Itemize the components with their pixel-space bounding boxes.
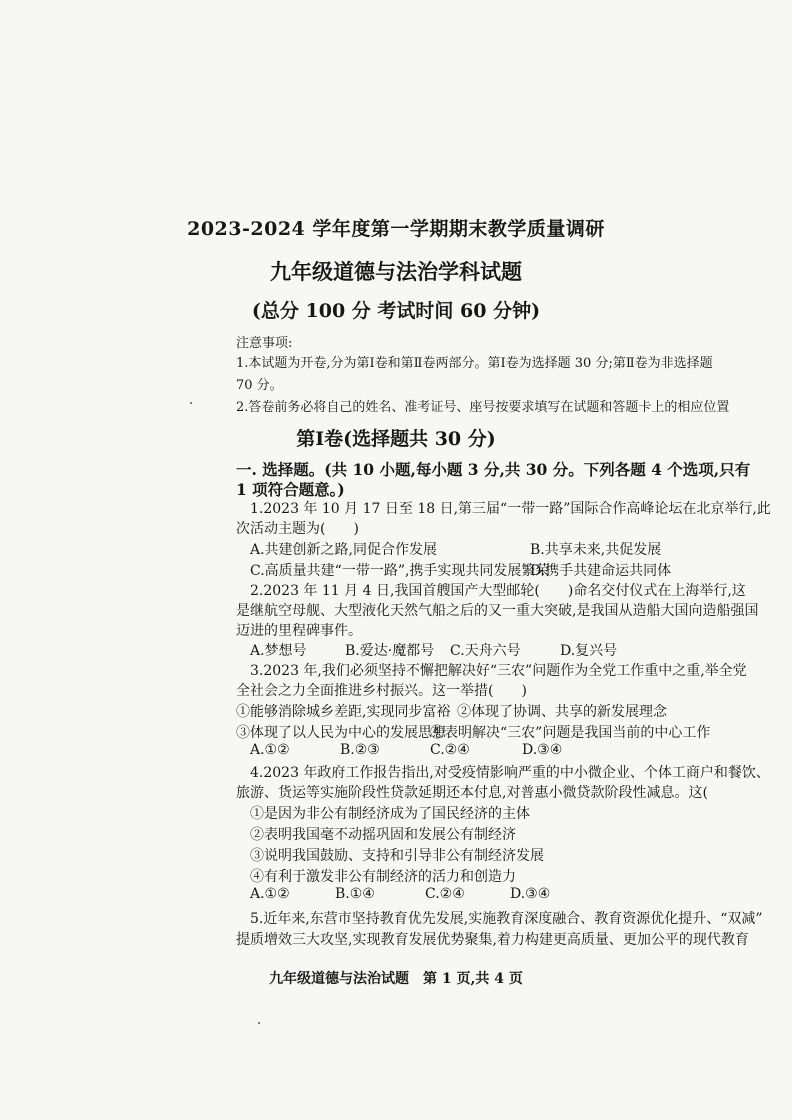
q2-option-c: C.天舟六号: [450, 643, 521, 659]
q2-option-b: B.爱达·魔都号: [345, 643, 435, 659]
section-title: 第Ⅰ卷(选择题共 30 分): [296, 428, 496, 450]
q3-statement-3: ③体现了以人民为中心的发展思想: [236, 725, 446, 741]
q1-option-a: A.共建创新之路,同促合作发展: [250, 542, 438, 558]
q3-option-b: B.②③: [340, 742, 380, 758]
q1-option-c: C.高质量共建“一带一路”,携手实现共同发展繁荣: [250, 563, 550, 579]
section-instruction: 一. 选择题。(共 10 小题,每小题 3 分,共 30 分。下列各题 4 个选项,只有: [236, 460, 751, 479]
notice-item-1-cont: 70 分。: [236, 378, 283, 393]
q3-option-a: A.①②: [250, 742, 290, 758]
q3-option-c: C.②④: [430, 742, 470, 758]
score-time: (总分 100 分 考试时间 60 分钟): [251, 300, 541, 322]
q4-statement-3: ③说明我国鼓励、支持和引导非公有制经济发展: [250, 848, 544, 864]
q2-option-d: D.复兴号: [560, 643, 618, 659]
q3-stem: 3.2023 年,我们必须坚持不懈把解决好“三农”问题作为全党工作重中之重,举全党: [250, 663, 747, 679]
q3-option-d: D.③④: [522, 742, 563, 758]
q4-option-a: A.①②: [250, 886, 290, 902]
notice-item-2: 2.答卷前务必将自己的姓名、准考证号、座号按要求填写在试题和答题卡上的相应位置: [236, 400, 730, 415]
q4-stem: 4.2023 年政府工作报告指出,对受疫情影响严重的中小微企业、个体工商户和餐饮、: [250, 765, 770, 781]
q2-stem: 2.2023 年 11 月 4 日,我国首艘国产大型邮轮( )命名交付仪式在上海举行,这: [250, 583, 746, 599]
exam-title: 2023-2024 学年度第一学期期末教学质量调研: [187, 218, 605, 240]
scan-speck: [190, 402, 192, 404]
q4-option-d: D.③④: [510, 886, 551, 902]
q1-stem-cont: 次活动主题为( ): [236, 521, 359, 537]
notice-item-1: 1.本试题为开卷,分为第Ⅰ卷和第Ⅱ卷两部分。第Ⅰ卷为选择题 30 分;第Ⅱ卷为非选择题: [236, 356, 713, 371]
q4-stem-cont: 旅游、货运等实施阶段性贷款延期还本付息,对普惠小微贷款阶段性减息。这(: [236, 785, 708, 801]
q4-statement-2: ②表明我国毫不动摇巩固和发展公有制经济: [250, 827, 516, 843]
q4-statement-4: ④有利于激发非公有制经济的活力和创造力: [250, 869, 516, 885]
section-instruction-cont: 1 项符合题意。): [236, 480, 345, 499]
q2-stem-cont: 是继航空母舰、大型液化天然气船之后的又一重大突破,是我国从造船大国向造船强国: [236, 603, 759, 619]
q3-statement-1: ①能够消除城乡差距,实现同步富裕: [236, 704, 451, 720]
q4-option-c: C.②④: [425, 886, 465, 902]
page-footer: 九年级道德与法治试题 第 1 页,共 4 页: [269, 971, 523, 987]
q1-stem: 1.2023 年 10 月 17 日至 18 日,第三届“一带一路”国际合作高峰论坛在北京举行,此: [250, 501, 771, 517]
q3-statement-2: ②体现了协调、共享的新发展理念: [457, 704, 667, 720]
q3-statement-4: ④表明解决“三农”问题是我国当前的中心工作: [430, 725, 711, 741]
q4-statement-1: ①是因为非公有制经济成为了国民经济的主体: [250, 806, 530, 822]
q5-stem-cont: 提质增效三大攻坚,实现教育发展优势聚集,着力构建更高质量、更加公平的现代教育: [236, 932, 749, 948]
q2-stem-cont-2: 迈进的里程碑事件。: [236, 623, 362, 639]
q1-option-d: D.携手共建命运共同体: [530, 563, 672, 579]
q1-option-b: B.共享未来,共促发展: [530, 542, 662, 558]
scan-speck: [258, 1022, 260, 1024]
notice-heading: 注意事项:: [236, 336, 293, 351]
exam-subtitle: 九年级道德与法治学科试题: [270, 259, 522, 284]
q4-option-b: B.①④: [335, 886, 375, 902]
q5-stem: 5.近年来,东营市坚持教育优先发展,实施教育深度融合、教育资源优化提升、“双减”: [250, 911, 763, 927]
q3-stem-cont: 全社会之力全面推进乡村振兴。这一举措( ): [236, 683, 527, 699]
q2-option-a: A.梦想号: [250, 643, 307, 659]
